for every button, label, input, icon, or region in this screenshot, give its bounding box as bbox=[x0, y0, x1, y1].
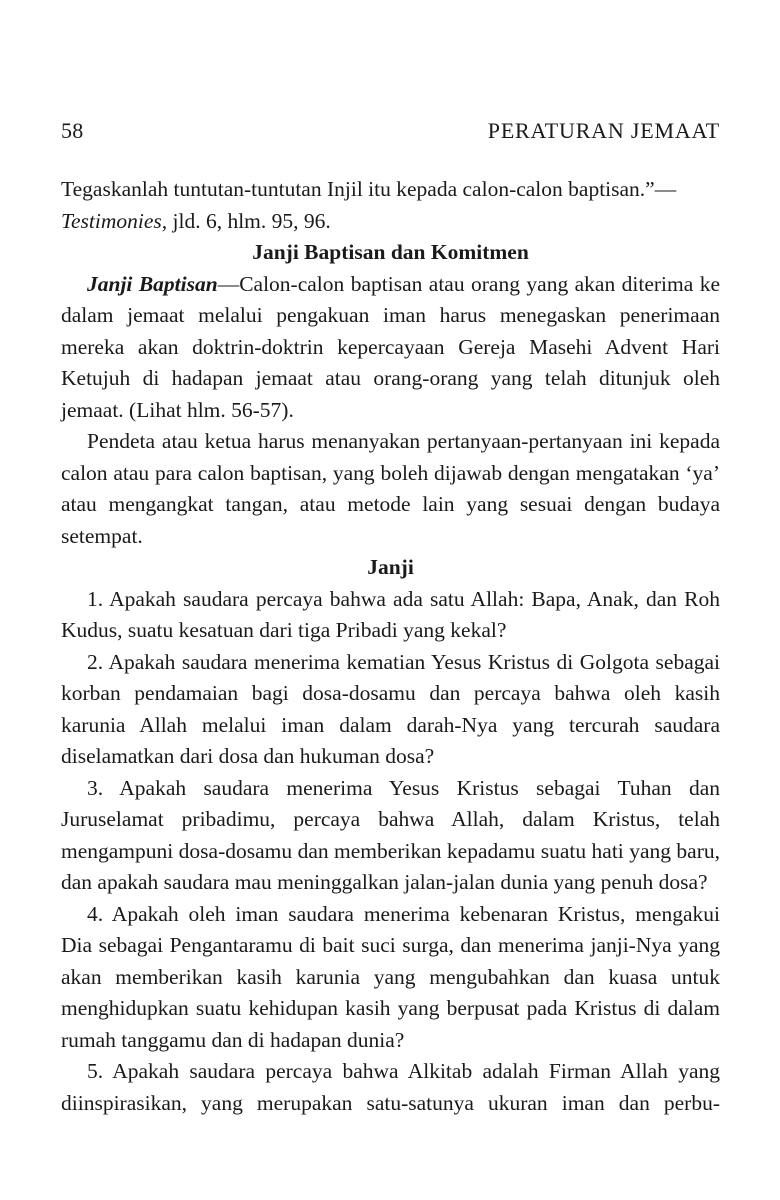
vow-item: 3. Apakah saudara menerima Yesus Kristus sebagai Tuhan dan Juruselamat pribadimu, percaya bahwa Allah, dalam Kristus, telah mengampuni dosa-dosamu dan memberikan kepadamu suatu hati yang baru, dan apakah saudara mau meninggalkan jalan-jalan dunia yang penuh dosa? bbox=[61, 775, 720, 894]
intro-quote-tail: Tegaskanlah tuntutan-tuntutan Injil itu kepada calon-calon baptisan.”— bbox=[61, 177, 677, 201]
paragraph-instructions: Pendeta atau ketua harus menanyakan pertanyaan-pertanyaan ini kepada calon atau para calon baptisan, yang boleh dijawab dengan mengatakan ‘ya’ atau mengangkat tangan, atau metode lain yang sesuai dengan budaya setempat. bbox=[61, 429, 720, 548]
page-body bbox=[61, 174, 720, 1119]
vow-item: 4. Apakah oleh iman saudara menerima kebenaran Kristus, mengakui Dia sebagai Pengantaramu di bait suci surga, dan menerima janji-Nya yang akan memberikan kasih karunia yang mengubahkan dan kuasa untuk menghidupkan suatu kehidupan kasih yang berpusat pada Kristus di dalam rumah tanggamu dan di hadapan dunia? bbox=[61, 901, 720, 1052]
page-number: 58 bbox=[61, 118, 84, 143]
source-title: Testimonies, bbox=[61, 208, 168, 233]
running-header bbox=[61, 118, 720, 144]
vows-heading: Janji bbox=[367, 555, 414, 579]
paragraph-baptismal-vow bbox=[61, 269, 720, 427]
intro-quote bbox=[61, 174, 720, 237]
running-title: PERATURAN JEMAAT bbox=[487, 118, 720, 143]
paragraph-lead: Janji Baptisan bbox=[87, 271, 218, 296]
vow-item: 5. Apakah saudara percaya bahwa Alkitab adalah Firman Allah yang diinspirasikan, yang merupakan satu-satunya ukuran iman dan perbu- bbox=[61, 1059, 720, 1115]
vow-item: 1. Apakah saudara percaya bahwa ada satu Allah: Bapa, Anak, dan Roh Kudus, suatu kesatuan dari tiga Pribadi yang kekal? bbox=[61, 586, 720, 642]
source-reference: jld. 6, hlm. 95, 96. bbox=[167, 208, 331, 233]
paragraph-text: —Calon-calon baptisan atau orang yang akan diterima ke dalam jemaat melalui pengakuan iman harus menegaskan penerimaan mereka akan doktrin-doktrin kepercayaan Gereja Masehi Advent Hari Ketujuh di hadapan jemaat atau orang-orang yang telah ditunjuk oleh jemaat. (Lihat hlm. 56-57). bbox=[61, 271, 721, 422]
vow-item: 2. Apakah saudara menerima kematian Yesus Kristus di Golgota sebagai korban pendamaian bagi dosa-dosamu dan percaya bahwa oleh kasih karunia Allah melalui iman dalam darah-Nya yang tercurah saudara diselamatkan dari dosa dan hukuman dosa? bbox=[61, 649, 720, 768]
section-heading: Janji Baptisan dan Komitmen bbox=[252, 240, 529, 264]
